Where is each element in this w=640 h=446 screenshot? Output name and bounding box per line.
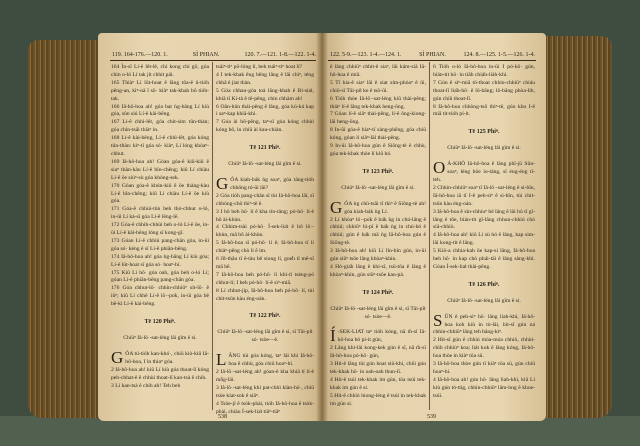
left-header-ref-start: 119. 164-176.—120. 1. bbox=[112, 51, 168, 58]
verse-text: 2 Lâng khí-lâi kong-kek gún ê sî, nā m̄-sī Iâ-hô-hoa pó-hō· gún, bbox=[330, 345, 426, 360]
psalm-superscription: Chiūⁿ Iâ-lō·-sat-léng lâi gîm ê si. bbox=[341, 184, 415, 191]
verse-text: 3 Hit-ê lâng tùi gún hoat siū-khì, chiū gún tek-khak hō· in oah-oah thun-lī. bbox=[330, 361, 426, 375]
verse-text: 3 I bô beh hō· lí ê kha tín-tāng; pó-hō· lí-ê bô ài-khùn. bbox=[216, 208, 314, 223]
verse-text: 176 Góa chhut-lō· chhin-chhiūⁿ sit-lō· ê iûⁿ; kiû Lí chhē Lí-ê lō·-po̍k, in-ūi góa bē bē-kì Lí-ê kài-bēng. bbox=[111, 285, 209, 308]
verse-text: 6 Tióh o-ló Iâ-hô-hoa in-ūi I pó-hō· gún, bián-tit hō· in tiāh chiáh-liáh-khì. bbox=[433, 64, 535, 78]
book-page-edges-right bbox=[540, 36, 612, 418]
left-header-title: SÌ PHIAN. bbox=[192, 51, 220, 58]
verse-text: GÓA kiah-bák ǹg soaⁿ, góa tāng-tióh chhōng tó-ūi lâi? bbox=[216, 173, 314, 193]
verse-text: 4 I tek-khak ēng bêng lâng ê lāi chìⁿ, téng chhâ ê jiat thàn. bbox=[216, 71, 314, 86]
psalm-heading: Tē 125 Phiⁿ. bbox=[468, 129, 500, 136]
right-header-ref-start: 122. 5-9.—123. 1-4.—124. 1. bbox=[330, 51, 402, 58]
verse-text: 172 Góa-ê chhih-chhùi beh o-ló Lí-ê ōe, in-ūi Lí-ê kài-bēng lóng sī kong-gī. bbox=[111, 222, 209, 237]
verse-text: 7 Góan lí-ê siâⁿ thài-pêng, lí-ê ông-kiong-lāi heng-ōng. bbox=[330, 111, 426, 126]
verse-text: 7 Iâ-hô-hoa beh pó-hō· lí khì-tī tsèng-pó chhut-lí; I beh pó-hō· lí-ê sìⁿ-miā. bbox=[216, 271, 314, 286]
verse-text: GÓA tú-tióh kan-khó·, chiū kiò-kiû Iâ-hô-hoa, I ìn thiaⁿ góa. bbox=[111, 347, 209, 367]
psalm-superscription: Chiūⁿ Iâ-lō·-sat-léng lâi gîm ê si, sī Tāi-pi̍t só· tsòe—ê. bbox=[330, 305, 426, 320]
verse-text: Í-SEK-LIA̍T taⁿ tióh kóng, nā m̄-sī Iâ-hô-hoa bô pí-it gún, bbox=[330, 326, 426, 346]
text-column bbox=[216, 64, 314, 415]
verse-text: 3 Lí kan-tsà ê chih ah! Teh beh bbox=[111, 382, 181, 389]
verse-text: 3 Iâ-hô-hoa ah! kiû Lí lîn-bín gún, in-ūi gún siūⁿ tsōe lâng khòaⁿ-khin. bbox=[330, 248, 426, 263]
psalm-superscription: Chiūⁿ Iâ-lō·-sat-léng lâi gîm ê si. bbox=[228, 161, 302, 168]
verse-text: 166 Iâ-hô-hoa ah! góa bat ǹg-bāng Lí kiù góa, sûn siú Lí-ê kài-bēng. bbox=[111, 103, 209, 118]
text-column bbox=[111, 64, 209, 409]
verse-text: 171 Góa-ê chhùi-tûn beh thó-chhut o-ló, in-ūi Lí ká-sī góa Lí-ê lēng-lē. bbox=[111, 206, 209, 221]
verse-text: 6 Tióh thòe Iâ-lō·-sat-léng kiû thài-pêng; thiàⁿ lí-ê lâng tek-khak heng-ōng. bbox=[330, 95, 426, 110]
verse-text: 2 Chhin-chhiūⁿ soaⁿ tī Iâ-lō·-sat-léng ê sì-bîn, Iâ-hô-hoa iā tī I-ê peh-sìⁿ ê sì-bîn, tùi chit-tsūn kàu éng-oán. bbox=[433, 184, 535, 207]
column-divider bbox=[212, 62, 213, 410]
verse-text: 4 Hó-gia̍h lâng ê khi-sī, tsū-tōa ê lâng ê khòaⁿ-khin, gún siūⁿ-tsōe kau-pá. bbox=[330, 263, 426, 278]
left-running-header bbox=[112, 50, 316, 59]
verse-text: 7 Gún ê sìⁿ-miā tō-thoat chhin-chhiūⁿ chiáu thoat-lī lia̍h-hō· ê lō-bāng; lô-bāng phòa-lih, gún chiū thoat-lī. bbox=[433, 79, 535, 102]
psalm-heading: Tē 124 Phiⁿ. bbox=[362, 289, 394, 296]
verse-text: LÂNG tùi góa kóng, taⁿ lâi khì Iâ-hô-hoa ê chhù, góa chiū hoaⁿ-hí. bbox=[216, 350, 314, 370]
verse-text: 168 Lí-ê kài-bēng, Lí-ê chhì-lêt, góa kóng tûn-thàn: kìⁿ-tī góa só· kiàⁿ, Lí lóng khòaⁿ-chhut. bbox=[111, 135, 209, 157]
verse-text: 5 Iâ-hô-hoa sī pó-hō· lí ê; Iâ-hô-hoa tī lí chiàⁿ-pêng chò lí ê ìm. bbox=[216, 240, 314, 255]
verse-text: tsáiⁿ-tiⁿ pō-lóng lí, beh tsáiⁿ-tiⁿ hoat lí? bbox=[216, 64, 303, 70]
column-divider bbox=[429, 62, 430, 410]
verse-text: 9 In-ūi Iâ-hô-hoa gún ê Siōng-tè ê chhù, góa tek-khak thòe lí kiû hó. bbox=[330, 143, 426, 157]
text-column bbox=[330, 64, 426, 409]
verse-text: 3 Iâ-hô-hoa thòe gún tī kiàⁿ tōa sū, gún chiū hoaⁿ-hí. bbox=[433, 361, 535, 375]
verse-text: 8 Iâ-hô-hoa chhòng-tsō thiⁿ-tē, gún kho I-ê miâ tit-tióh pí-it. bbox=[433, 103, 535, 118]
verse-text: 5 Kiō-a chhia-kah ōe kap-sí lâng, Iâ-hô-hoa beh hō· in kap chò phái-tāi ê lâng sàng-khì. Góan Í-sek-lia̍t thài-pêng. bbox=[433, 248, 535, 270]
verse-text: 2 Góa tióh pang-chān sī tùi Iâ-hô-hoa lâi, sī chhòng-chō thiⁿ-tē ê. bbox=[216, 192, 314, 207]
text-column bbox=[433, 64, 535, 409]
verse-text: 167 Lí-ê chhì-lêt, góa chit-sim tûn-thàn; góa chin-tsāi thiàⁿ in. bbox=[111, 119, 209, 134]
verse-text: 165 Thiàⁿ Lí lūt-hoat ê lâng tōa-ê ū-tióh pêng-an, kìⁿ-nā î sō· kiàⁿ tak-khah bô tióh-tak. bbox=[111, 79, 209, 102]
verse-text: 8 In-ūi góa-ê hiaⁿ-tī sàng-phēng, góa chiū kóng, góan lí siâⁿ-lāi thài-pêng. bbox=[330, 127, 426, 142]
verse-text: 4 Hit-ê tsúi tek-khak im gún, tōa tsúi tek-khak im gún ê sí. bbox=[330, 376, 426, 391]
verse-text: 4 Tsòe-jī ê tsòk-phài, tióh Iâ-hô-hoa ê tsòk-phài, chiàu Í-sek-lia̍t tiāⁿ-tiāⁿ bbox=[216, 400, 314, 415]
book-gutter bbox=[316, 33, 328, 421]
verse-text: 2 Iâ-hô-hoa ah! kiû Lí kiù góa thoat-lī kóng peh-chhat-ê ê chhùi thoat-lī kan-tsà ê chih. bbox=[111, 366, 209, 381]
verse-text: 2 Lí khòaⁿ lô·-po̍k ê ba̍k ǹg in chú-lâng ê chhiú; chhiūⁿ lú-pī ê ba̍k ǹg in chú-bó ê chhiú; gún ê ba̍k mā ǹg Iâ-hô-hoa gún ê Siōng-tè. bbox=[330, 216, 426, 247]
verse-text: 169 Iâ-hô-hoa ah! Góan góa-ê kiû-kiû ê siaⁿ thàn-kàu Lí-ê bīn-chêng; kiû Lí chiàu Lí-ê ōe siúⁿ-sù góa khòng-sek. bbox=[111, 158, 209, 181]
psalm-superscription: Chiūⁿ Iâ-lō·-sat-léng lâi gîm ê si, sī Tāi-pi̍t só· tsòe—ê. bbox=[217, 329, 313, 344]
verse-text: 3 Iâ-hô-hoa ê sìn-chhiuⁿ bē lâng ê lāi bô tī gī-lâng ê tōe, bián-tit gī-lâng chhun-chhiú chò siā-chhiò. bbox=[433, 208, 535, 231]
psalm-superscription: Chiūⁿ Iâ-lō·-sat-léng lâi gîm ê si. bbox=[123, 335, 197, 341]
verse-text: OÁ-KHÒ Iâ-hô-hoa ê lâng phī-jū Sûn-soaⁿ, léng bōe ìo-tāng, sī éng-éng tī-teh. bbox=[433, 158, 535, 183]
verse-text: 4 Iâ-hô-hoa ah! kiû Lí sù hó ê lâng, kap sim-lāi kong-tit ê lâng. bbox=[433, 232, 535, 247]
book-page-edges-left bbox=[28, 40, 106, 418]
left-header-ref-end: 120. 7.—121. 1-8.—122. 1-4. bbox=[244, 51, 316, 58]
page-number: 539 bbox=[427, 414, 436, 420]
verse-text: 5 Góa chhau-góa toà lâng-khah ê Bí-sia̍t, khiā tī Ki-tà ê tê-pêng, chin chhàm ah! bbox=[216, 87, 314, 102]
psalm-heading: Tē 122 Phiⁿ. bbox=[249, 313, 281, 320]
header-rule bbox=[110, 60, 316, 61]
verse-text: 7 Góa ài hô-pêng, taⁿ-sī góa kóng chhùi kóng bô, in chiū ài kau-chiàn. bbox=[216, 119, 314, 134]
verse-text: 6 Oân-hūn thái-pêng ê lâng, góa kú-kú kap i saⁿ-kap khiā-khì. bbox=[216, 103, 314, 118]
verse-text: 8 Lí chhut-jip, Iâ-hô-hoa beh pó-hō· lí, tùi chit-tsūn kàu éng-oán. bbox=[216, 287, 314, 302]
psalm-superscription: Chiūⁿ Iâ-lō·-sat-léng lâi gîm ê si. bbox=[447, 297, 521, 304]
verse-text: 164 Ìn-sī Lí-ê lêt-lê, chí kong chí gō, góa chin o-ló Lí tak jit chhit pái. bbox=[111, 64, 209, 78]
page-number: 538 bbox=[218, 414, 227, 420]
verse-text: 2 Hit-sî gún ê chhùi móa-móa chhiò, chhùi-chih chhiùⁿ koa; liát kok ê lâng kóng, Iâ-hô-hoa thòe in kiàⁿ tōa sū. bbox=[433, 337, 535, 360]
right-header-ref-end: 124. 8.—125. 1-5.—126. 1-4. bbox=[463, 51, 535, 58]
psalm-heading: Tē 123 Phiⁿ. bbox=[362, 168, 394, 175]
verse-text: 175 Kiû Lí hō· góa oah, góa beh o-ló Lí; góan Lí-ê phiān-bēng pang-chān góa. bbox=[111, 269, 209, 284]
verse-text: 4 Iâ-hô-hoa ah! gún hō· lâng liah-khì, kiû Lí kiù gún tò-tńg, chhin-chhiūⁿ lâm-hng ê khoe-tsúi. bbox=[433, 376, 535, 399]
verse-text: 4 Chhim-tsài pó-hō· Í-sek-lia̍t ê bô lō·-khùn, mā bô ài-khùn. bbox=[216, 224, 314, 239]
verse-text: GÓA ǹg chū-tsāi tī thiⁿ ê Siōng-tè ah! góa kiah-bák ǹg Lí. bbox=[330, 197, 426, 217]
right-header-title: SÌ PHIAN. bbox=[419, 51, 446, 58]
right-running-header bbox=[330, 50, 535, 59]
verse-text: 3 Iâ-lō·-sat-léng khí pat-chhì kiàn-hó·, chiū tsòe kiat-sok ê siâⁿ. bbox=[216, 384, 314, 399]
psalm-superscription: Chiūⁿ Iâ-lō·-sat-léng lâi gîm ê si. bbox=[447, 145, 521, 152]
verse-text: 2 Iâ-lō·-sat-léng ah! góan-ê kha khiā tī lí-ê mn̂g-lāi. bbox=[216, 369, 314, 383]
header-rule bbox=[328, 60, 536, 61]
verse-text: ê lâng chhiūⁿ chhit-ê siaⁿ, lâi kám-siā Iâ-hô-hoa ê miâ. bbox=[330, 64, 426, 78]
verse-text: 6 Ji̍t-thâu tī ê-tàu bē siong lí, goe̍h tī mê-sî mā bē. bbox=[216, 256, 314, 270]
psalm-heading: Tē 121 Phiⁿ. bbox=[249, 145, 281, 152]
psalm-heading: Tē 126 Phiⁿ. bbox=[468, 281, 500, 288]
verse-text: SÛN ê peh-sìⁿ hō· lâng liah-khì, Iâ-hô-hoa koh kiù in tò-lâi, hit-sî gún ná chhin-chhiūⁿ lâng teh bāng-kìⁿ. bbox=[433, 310, 535, 336]
verse-text: 170 Góan góa-ê khún-kiû ê ōe thàng-kàu Lí-ê bīn-chêng; kiû Lí chiàu Lí-ê ōe kiù góa. bbox=[111, 182, 209, 205]
psalm-heading: Tē 120 Phiⁿ. bbox=[144, 319, 176, 326]
verse-text: 174 Iâ-hô-hoa ah! góa ǹg-bāng Lí kiù góa; Lí-ê lūt-hoat sī góa só· hoaⁿ-hí. bbox=[111, 253, 209, 268]
verse-text: 5 Hit-ê chhiò hiong-léng ê tsúi in tek-khak im gún sí. bbox=[330, 392, 426, 407]
verse-text: 5 Tī hia-ê siaⁿ lâi ê siat sím-phòaⁿ ê ūi, chiū-sī Tāi-pi̍t ke ê tsō-ūi. bbox=[330, 79, 426, 94]
verse-text: 173 Góan Lí-ê chhiú pang-chān góa, in-ūi góa só· kéng ê sī Lí-ê phiān-bēng. bbox=[111, 237, 209, 252]
